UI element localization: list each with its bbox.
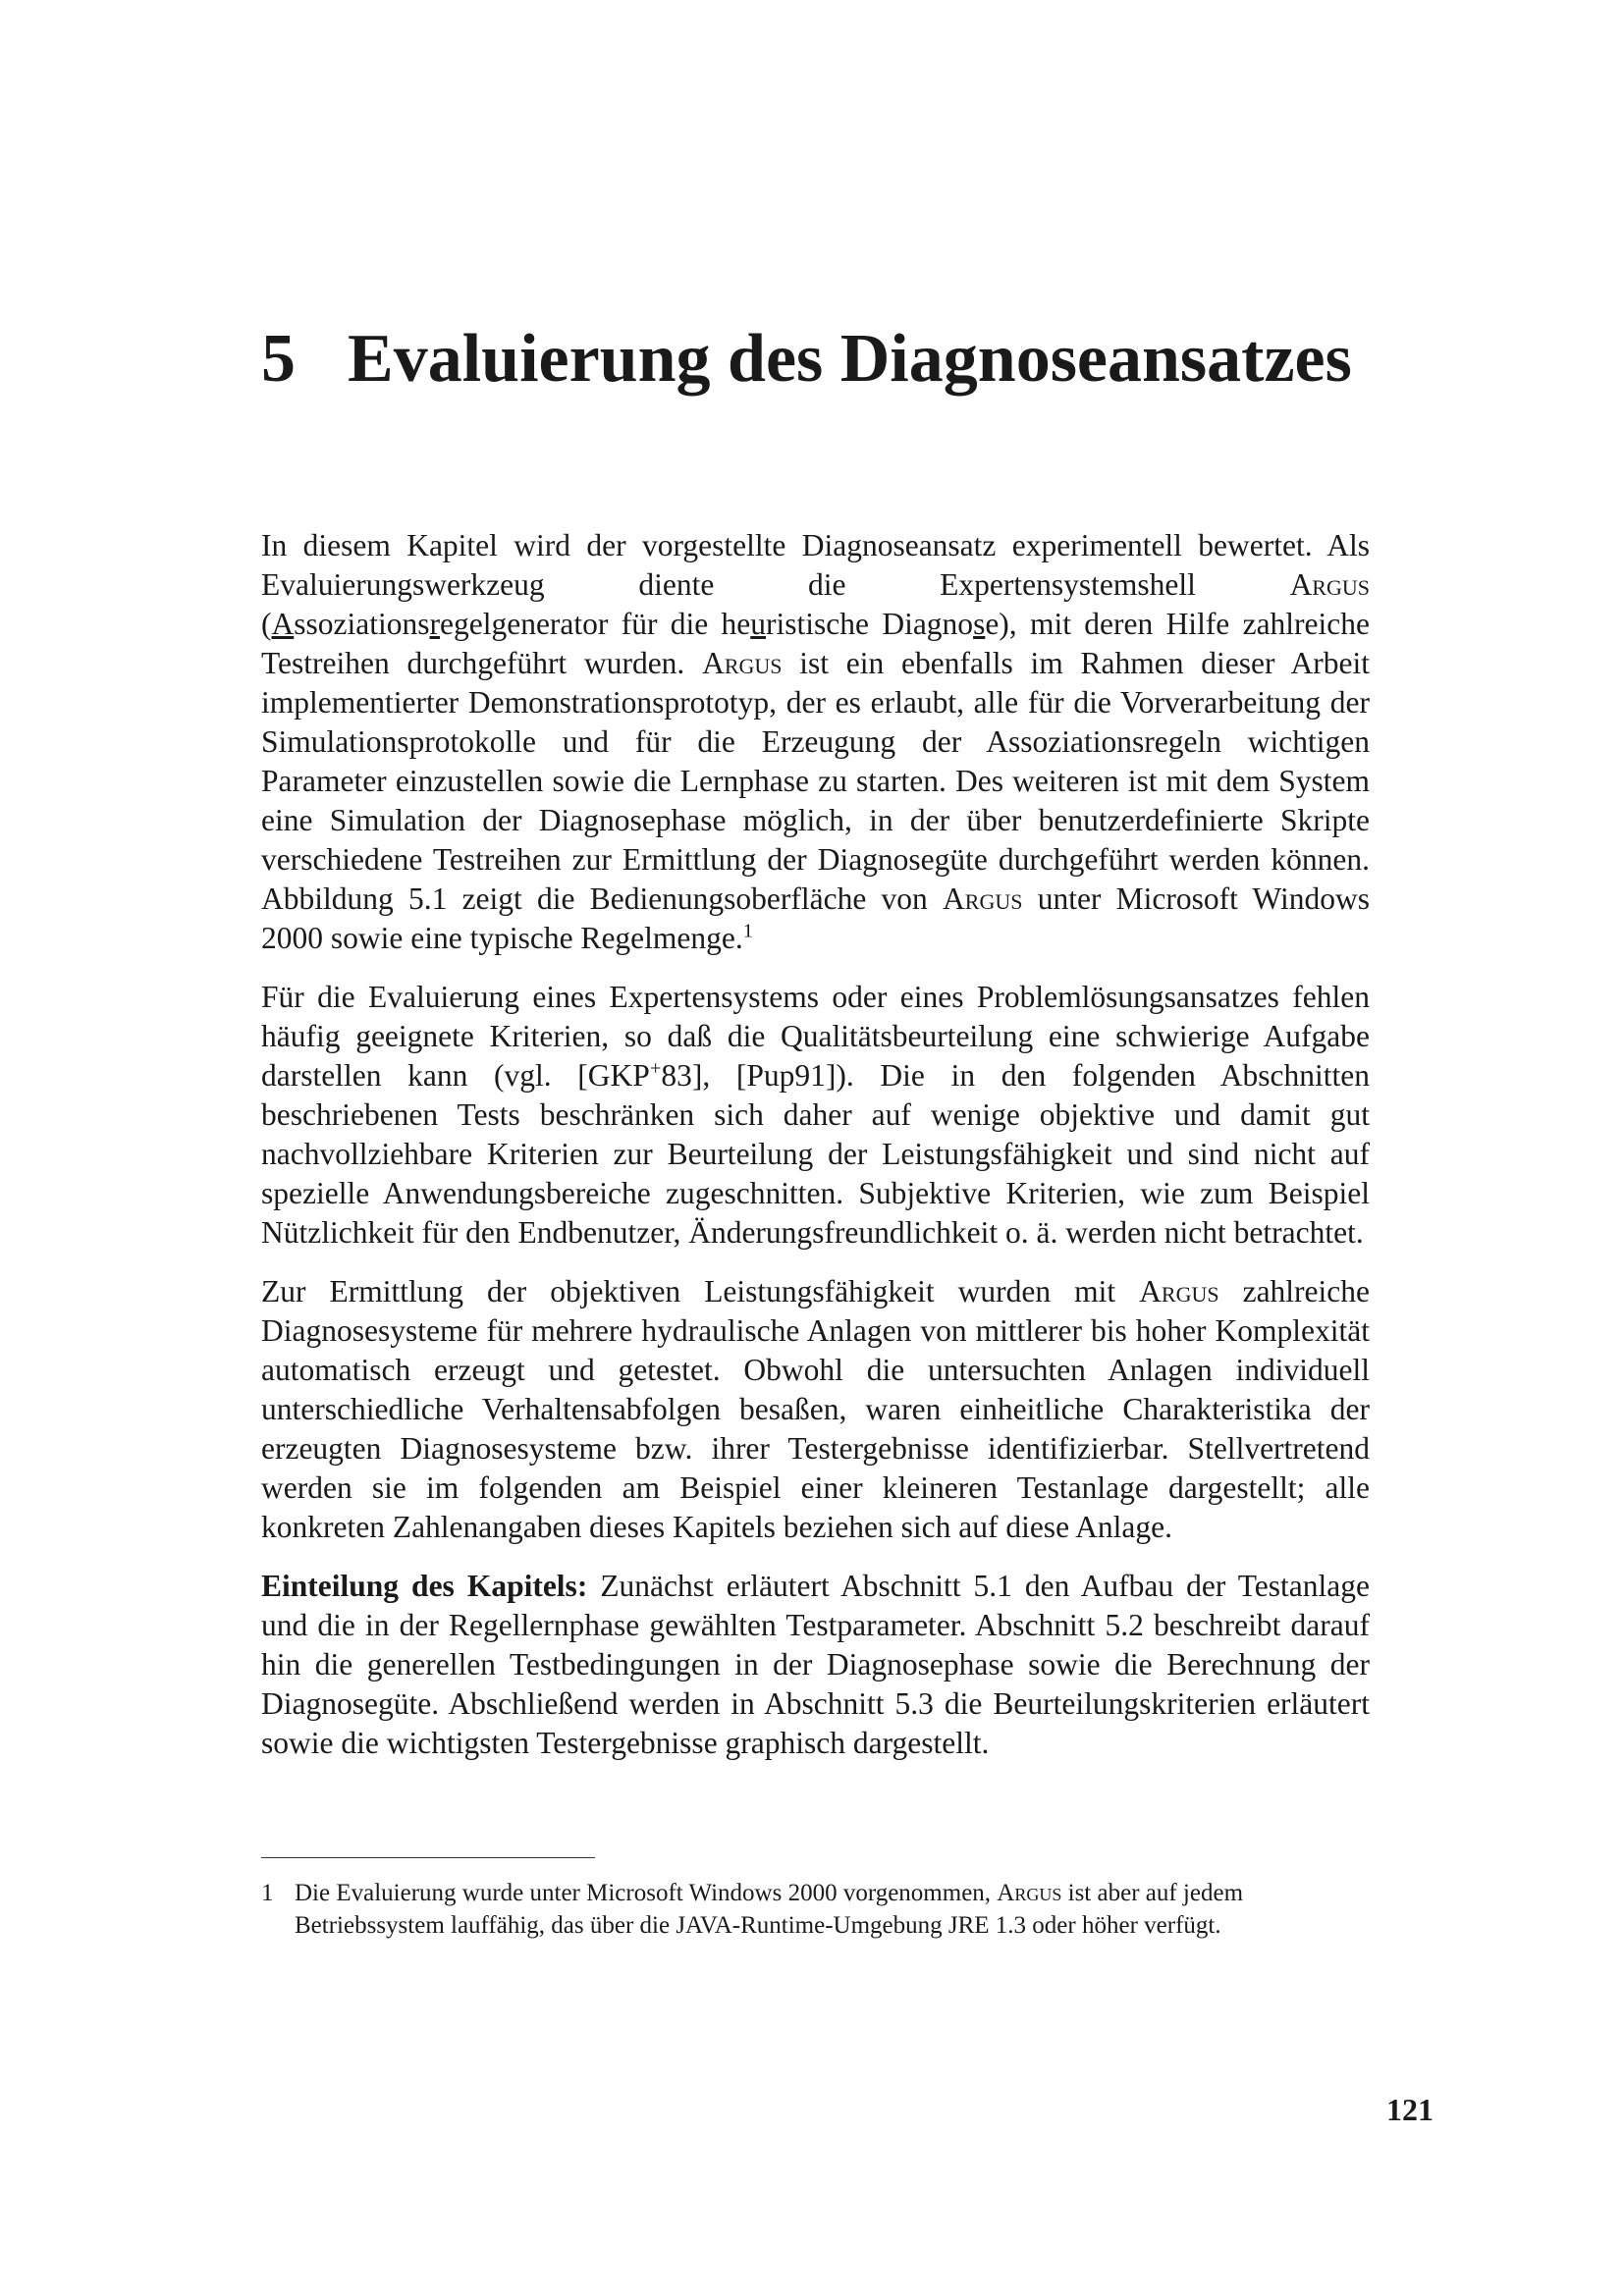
argus-name: Argus [1289, 567, 1370, 602]
text-run: e), mit deren Hilfe zahlreiche Testreihen durchgeführt wurden. [261, 607, 1370, 680]
text-run: Die Evaluierung wurde unter Microsoft Windows 2000 vorgenommen, [295, 1880, 998, 1906]
footnote-reference[interactable]: 1 [742, 920, 753, 942]
argus-name: Argus [1139, 1274, 1219, 1308]
acronym-letter: s [973, 607, 986, 641]
chapter-number: 5 [261, 321, 296, 397]
text-run: Für die Evaluierung eines Expertensystems oder eines Problemlösungsansatzes fehlen häufig geeignete Kriterien, so daß die Qualitätsbeurteilung eine schwierige Aufgabe darstellen kann (vgl. [GKP [261, 980, 1370, 1093]
acronym-letter: u [750, 607, 767, 641]
text-run: Zunächst erläutert Abschnitt 5.1 den Aufbau der Testanlage und die in der Regellernphase gewählten Testparameter. Abschnitt 5.2 beschreibt darauf hin die generellen Testbedingungen in der Diagnosephase sowie die Berechnung der Diagnosegüte. Abschließend werden in Abschnitt 5.3 die Beurteilungskriterien erläutert sowie die wichtigsten Testergebnisse graphisch dargestellt. [261, 1569, 1370, 1760]
paragraph-4 [261, 1567, 1370, 1763]
footnote-divider [261, 1857, 595, 1858]
acronym-letter: g [491, 607, 508, 641]
text-run: egel [440, 607, 492, 641]
argus-name: Argus [943, 881, 1023, 916]
text-run: enerator für die he [507, 607, 751, 641]
text-run: zahlreiche Diagnosesysteme für mehrere hydraulische Anlagen von mittlerer bis hoher Komplexität automatisch erzeugt und getestet. Obwohl die untersuchten Anlagen individuell unterschiedliche Verhaltensabfolgen besaßen, waren einheitliche Charakteristika der erzeugten Diagnosesysteme bzw. ihrer Testergebnisse identifizierbar. Stellvertretend werden sie im folgenden am Beispiel einer kleineren Testanlage dargestellt; alle konkreten Zahlenangaben dieses Kapitels beziehen sich auf diese Anlage. [261, 1274, 1370, 1544]
text-run: ist ein ebenfalls im Rahmen dieser Arbeit implementierter Demonstrationsprototyp, der es erlaubt, alle für die Vorverarbeitung der Simulationsprotokolle und für die Erzeugung der Assoziationsregeln wichtigen Parameter einzustellen sowie die Lernphase zu starten. Des weiteren ist mit dem System eine Simulation der Diagnosephase möglich, in der über benutzerdefinierte Skripte verschiedene Testreihen zur Ermittlung der Diagnosegüte durchgeführt werden können. Abbildung 5.1 zeigt die Bedienungsoberfläche von [261, 646, 1371, 916]
chapter-title: Evaluierung des Diagnoseansatzes [348, 321, 1352, 397]
text-run: In diesem Kapitel wird der vorgestellte Diagnoseansatz experimentell bewertet. Als Evaluierungswerkzeug diente die Expertensystemshell [261, 528, 1370, 602]
text-run: Zur Ermittlung der objektiven Leistungsfähigkeit wurden mit [261, 1274, 1140, 1308]
paragraph-1 [261, 526, 1370, 958]
paragraph-3 [261, 1272, 1370, 1547]
argus-name: Argus [702, 646, 783, 680]
chapter-heading [261, 320, 1380, 400]
body-text [261, 526, 1370, 1783]
text-run: 83], [Pup91]). Die in den folgenden Abschnitten beschriebenen Tests beschränken sich daher auf wenige objektive und damit gut nachvollziehbare Kriterien zur Beurteilung der Leistungsfähigkeit und sind nicht auf spezielle Anwendungsbereiche zugeschnitten. Subjektive Kriterien, wie zum Beispiel Nützlichkeit für den Endbenutzer, Änderungsfreundlichkeit o. ä. werden nicht betrachtet. [261, 1058, 1370, 1250]
footnote-text [295, 1877, 1370, 1942]
text-run: ristische Diagno [766, 607, 974, 641]
page-number: 121 [1386, 2092, 1434, 2127]
text-run: ssoziations [294, 607, 430, 641]
argus-name: Argus [997, 1880, 1062, 1906]
footnote-number: 1 [261, 1880, 274, 1906]
paragraph-2 [261, 978, 1370, 1253]
acronym-letter: r [429, 607, 440, 641]
acronym-letter: A [271, 607, 295, 641]
text-run: ( [261, 607, 272, 641]
text-run: unter Microsoft Windows 2000 sowie eine typische Regelmenge. [261, 881, 1370, 955]
citation-superscript: + [649, 1057, 662, 1080]
paragraph-lead: Einteilung des Kapitels: [261, 1569, 588, 1603]
text-run: ist aber auf jedem Betriebssystem lauffähig, das über die JAVA-Runtime-Umgebung JRE 1.3 oder höher verfügt. [295, 1880, 1244, 1939]
footnote [261, 1877, 1370, 1942]
